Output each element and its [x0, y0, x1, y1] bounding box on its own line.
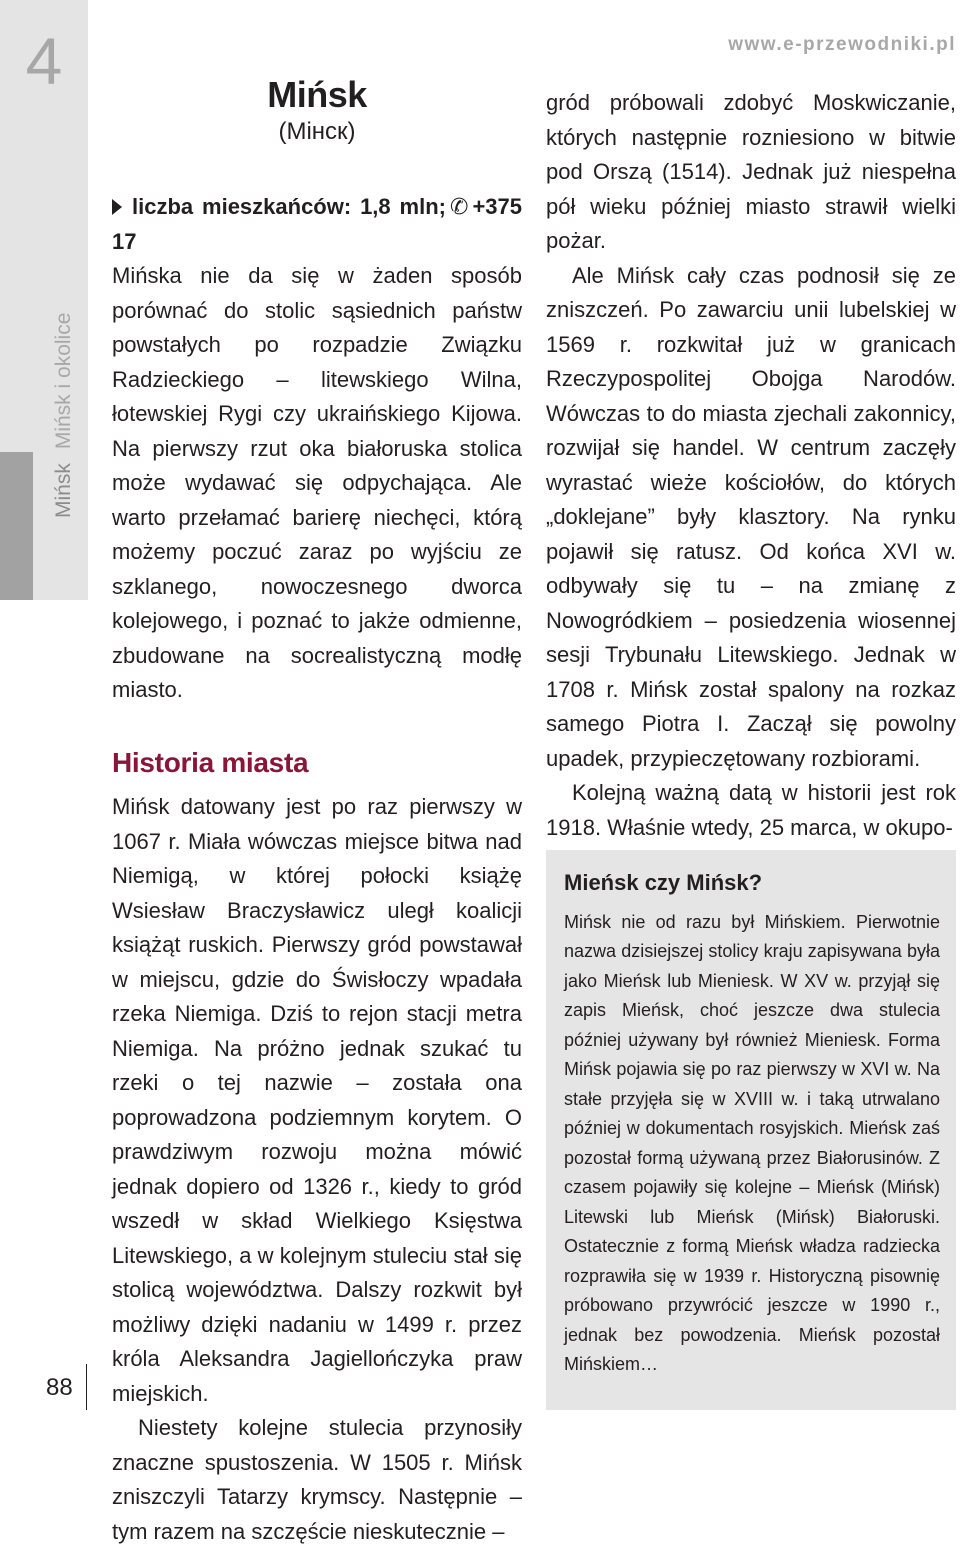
header-url: www.e-przewodniki.pl: [728, 34, 956, 55]
page-number: 88: [46, 1374, 73, 1401]
right-paragraph-3: Kolejną ważną datą w historii jest rok 1918. Właśnie wtedy, 25 marca, w okupo-: [546, 780, 956, 840]
vertical-section-label: [52, 313, 76, 518]
right-paragraph-2: Ale Mińsk cały czas podnosił się ze zniszczeń. Po zawarciu unii lubelskiej w 1569 r. rozkwitał już w granicach Rzeczypospolitej Obojga Narodów. Wówczas to do miasta zjechali zakonnicy, rozwijał się handel. W centrum zaczęły wyrastać wieże kościołów, do których „doklejane” były klasztory. Na rynku pojawił się ratusz. Od końca XVI w. odbywały się tu – na zmianę z Nowogródkiem – posiedzenia wiosennej sesji Trybunału Litewskiego. Jednak w 1708 r. Mińsk został spalony na rozkaz samego Piotra I. Zaczął się powolny upadek, przypieczętowany rozbiorami.: [546, 262, 956, 771]
sidebox-body: Mińsk nie od razu był Mińskiem. Pierwotnie nazwa dzisiejszej stolicy kraju zapisywana była jako Mieńsk lub Mieniesk. W XV w. przyjął się zapis Mieńsk, choć jeszcze dwa stulecia później używany był również Mieniesk. Forma Mińsk pojawia się po raz pierwszy w XVI w. Na stałe przyjęła się w XVIII w. i taką utrwalano później w dokumentach rosyjskich. Mieńsk zaś pozostał formą używaną przez Białorusinów. Z czasem pojawiły się kolejne – Mieńsk (Mińsk) Litewski lub Mieńsk (Mińsk) Białoruski. Ostatecznie z formą Mieńsk władza radziecka rozprawiła się w 1939 r. Historyczną pisownię próbowano przywrócić jeszcze w 1990 r., jednak bez powodzenia. Mieńsk pozostał Mińskiem…: [564, 911, 940, 1374]
sidebox: [546, 850, 956, 1410]
stats-population: liczba mieszkańców: 1,8 mln;: [132, 194, 446, 219]
section-heading: Historia miasta: [112, 746, 309, 778]
stats-line: [112, 190, 522, 259]
vertical-label-primary: Mińsk: [52, 463, 75, 518]
right-column: [546, 86, 956, 845]
page-subtitle: (Мінск): [278, 118, 356, 145]
right-paragraph-1: gród próbowali zdobyć Moskwiczanie, których następnie rozniesiono w bitwie pod Orszą (1514). Jednak już niespełna pół wieku później miasto strawił wielki pożar.: [546, 90, 956, 253]
triangle-bullet-icon: [112, 199, 122, 215]
section-tab: [0, 452, 33, 600]
sidebox-content: [564, 864, 940, 1380]
sidebar: [0, 0, 88, 1417]
left-column: [112, 190, 522, 1549]
page-title: Mińsk: [267, 74, 367, 115]
page-number-rule: [86, 1364, 87, 1410]
intro-paragraph: Mińska nie da się w żaden sposób porównać do stolic sąsiednich państw powstałych po rozpadzie Związku Radzieckiego – litewskiego Wilna, łotewskiej Rygi czy ukraińskiego Kijowa. Na pierwszy rzut oka białoruska stolica może wydawać się odpychająca. Ale warto przełamać barierę niechęci, którą możemy poczuć zaraz po wyjściu ze szklanego, nowoczesnego dworca kolejowego, i poznać to jakże odmienne, zbudowane na socrealistyczną modłę miasto.: [112, 263, 522, 702]
vertical-label-secondary: Mińsk i okolice: [52, 312, 75, 450]
sidebox-title: Mieńsk czy Mińsk?: [564, 870, 763, 895]
history-paragraph-1: Mińsk datowany jest po raz pierwszy w 1067 r. Miała wówczas miejsce bitwa nad Niemigą, w której połocki książę Wsiesław Braczysławicz uległ koalicji książąt ruskich. Pierwszy gród powstawał w miejscu, gdzie do Świsłoczy wpadała rzeka Niemiga. Dziś to rejon stacji metra Niemiga. Na próżno jednak szukać tu rzeki o tej nazwie – została ona poprowadzona podziemnym korytem. O prawdziwym rozwoju można mówić jednak dopiero od 1326 r., kiedy to gród wszedł w skład Wielkiego Księstwa Litewskiego, a w kolejnym stuleciu stał się stolicą województwa. Dalszy rozkwit był możliwy dzięki nadaniu w 1499 r. przez króla Aleksandra Jagiellończyka praw miejskich.: [112, 794, 522, 1406]
phone-icon: ✆: [450, 194, 469, 219]
chapter-number: 4: [25, 24, 63, 98]
stats-phone-code: +375 17: [112, 194, 522, 254]
history-paragraph-2: Niestety kolejne stulecia przynosiły znaczne spustoszenia. W 1505 r. Mińsk zniszczyli Tatarzy krymscy. Następnie – tym razem na szczęście nieskutecznie –: [112, 1415, 522, 1544]
